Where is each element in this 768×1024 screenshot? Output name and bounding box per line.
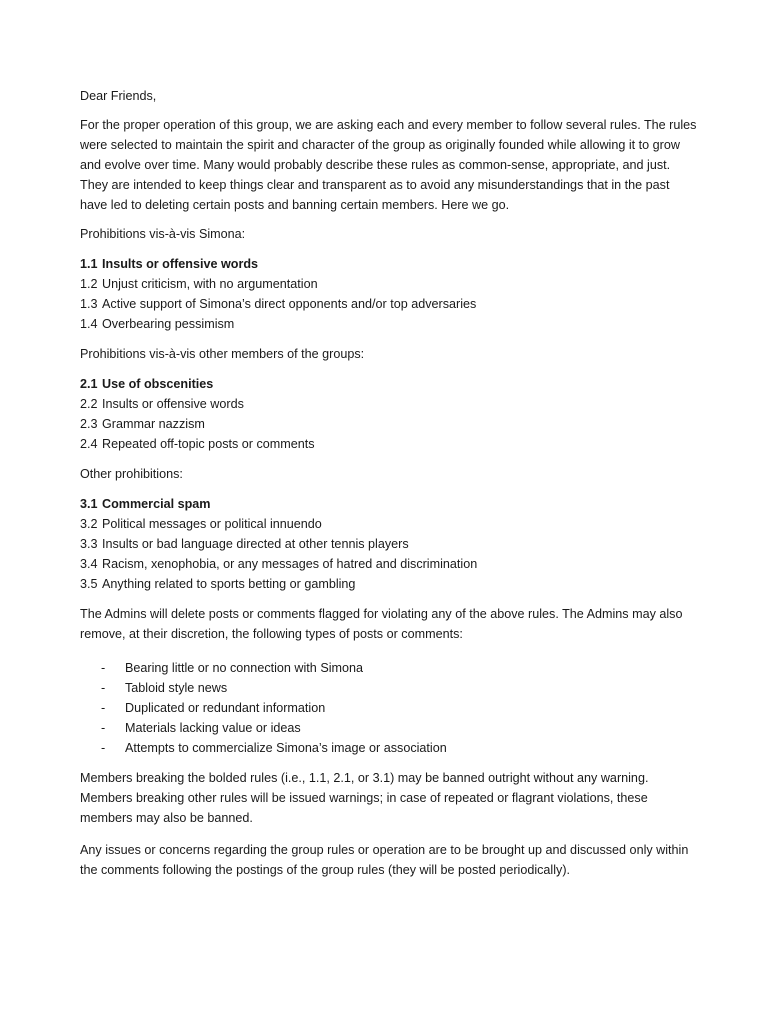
- rule-text: Grammar nazzism: [102, 417, 205, 431]
- rule-text: Unjust criticism, with no argumentation: [102, 277, 318, 291]
- rule-item: [80, 414, 700, 434]
- section-other: [80, 464, 700, 594]
- rule-item: [80, 314, 700, 334]
- rule-number: 1.2: [80, 277, 98, 291]
- greeting: Dear Friends,: [80, 89, 157, 103]
- admin-paragraph: The Admins will delete posts or comments flagged for violating any of the above rules. The Admins may also remove, at their discretion, the following types of posts or comments:: [80, 607, 683, 641]
- rule-item: [80, 394, 700, 414]
- list-item: [80, 678, 700, 698]
- list-dash: -: [101, 741, 106, 755]
- list-item-text: Bearing little or no connection with Simona: [125, 661, 364, 675]
- rule-number: 3.5: [80, 577, 98, 591]
- list-dash: -: [101, 681, 106, 695]
- rule-number: 2.2: [80, 397, 98, 411]
- rule-number: 2.3: [80, 417, 98, 431]
- list-item: [80, 718, 700, 738]
- rule-item: [80, 374, 700, 394]
- document-page: [80, 86, 700, 880]
- list-item-text: Tabloid style news: [125, 681, 228, 695]
- rule-list: [80, 374, 700, 454]
- section-heading: Prohibitions vis-à-vis Simona:: [80, 227, 246, 241]
- rule-number: 2.1: [80, 377, 98, 391]
- rule-number: 3.4: [80, 557, 98, 571]
- intro-paragraph: For the proper operation of this group, we are asking each and every member to follow several rules. The rules were selected to maintain the spirit and character of the group as originally founded while allowing it to grow and evolve over time. Many would probably describe these rules as common-sense, appropriate, and just. They are intended to keep things clear and transparent as to avoid any misunderstandings that in the past have led to deleting certain posts and banning certain members. Here we go.: [80, 118, 697, 212]
- section-members: [80, 344, 700, 454]
- list-item-text: Materials lacking value or ideas: [125, 721, 301, 735]
- list-item-text: Attempts to commercialize Simona’s image or association: [125, 741, 447, 755]
- section-heading: Other prohibitions:: [80, 467, 183, 481]
- rule-item: [80, 294, 700, 314]
- ban-paragraph: Members breaking the bolded rules (i.e., 1.1, 2.1, or 3.1) may be banned outright without any warning. Members breaking other rules will be issued warnings; in case of repeated or flagrant violations, these members may also be banned.: [80, 771, 649, 825]
- rule-number: 3.2: [80, 517, 98, 531]
- rule-number: 3.1: [80, 497, 98, 511]
- rule-text: Racism, xenophobia, or any messages of hatred and discrimination: [102, 557, 478, 571]
- rule-item: [80, 494, 700, 514]
- rule-item: [80, 434, 700, 454]
- list-dash: -: [101, 721, 106, 735]
- rule-item: [80, 254, 700, 274]
- rule-number: 2.4: [80, 437, 98, 451]
- rule-item: [80, 574, 700, 594]
- rule-item: [80, 534, 700, 554]
- list-dash: -: [101, 701, 106, 715]
- list-item: [80, 658, 700, 678]
- list-dash: -: [101, 661, 106, 675]
- rule-item: [80, 514, 700, 534]
- rule-list: [80, 494, 700, 594]
- section-simona: [80, 224, 700, 334]
- rule-list: [80, 254, 700, 334]
- rule-text: Political messages or political innuendo: [102, 517, 322, 531]
- list-item: [80, 738, 700, 758]
- rule-text: Insults or offensive words: [102, 257, 259, 271]
- rule-text: Overbearing pessimism: [102, 317, 235, 331]
- rule-number: 1.1: [80, 257, 98, 271]
- rule-text: Commercial spam: [102, 497, 211, 511]
- rule-number: 3.3: [80, 537, 98, 551]
- rule-text: Insults or offensive words: [102, 397, 244, 411]
- rule-number: 1.3: [80, 297, 98, 311]
- rule-text: Anything related to sports betting or gambling: [102, 577, 356, 591]
- rule-item: [80, 554, 700, 574]
- rule-text: Use of obscenities: [102, 377, 214, 391]
- rule-text: Active support of Simona’s direct opponents and/or top adversaries: [102, 297, 477, 311]
- rule-text: Insults or bad language directed at other tennis players: [102, 537, 409, 551]
- rule-item: [80, 274, 700, 294]
- removal-list: [80, 658, 700, 758]
- rule-number: 1.4: [80, 317, 98, 331]
- list-item: [80, 698, 700, 718]
- rule-text: Repeated off-topic posts or comments: [102, 437, 315, 451]
- concerns-paragraph: Any issues or concerns regarding the group rules or operation are to be brought up and discussed only within the comments following the postings of the group rules (they will be posted periodically).: [80, 843, 689, 877]
- section-heading: Prohibitions vis-à-vis other members of the groups:: [80, 347, 365, 361]
- list-item-text: Duplicated or redundant information: [125, 701, 326, 715]
